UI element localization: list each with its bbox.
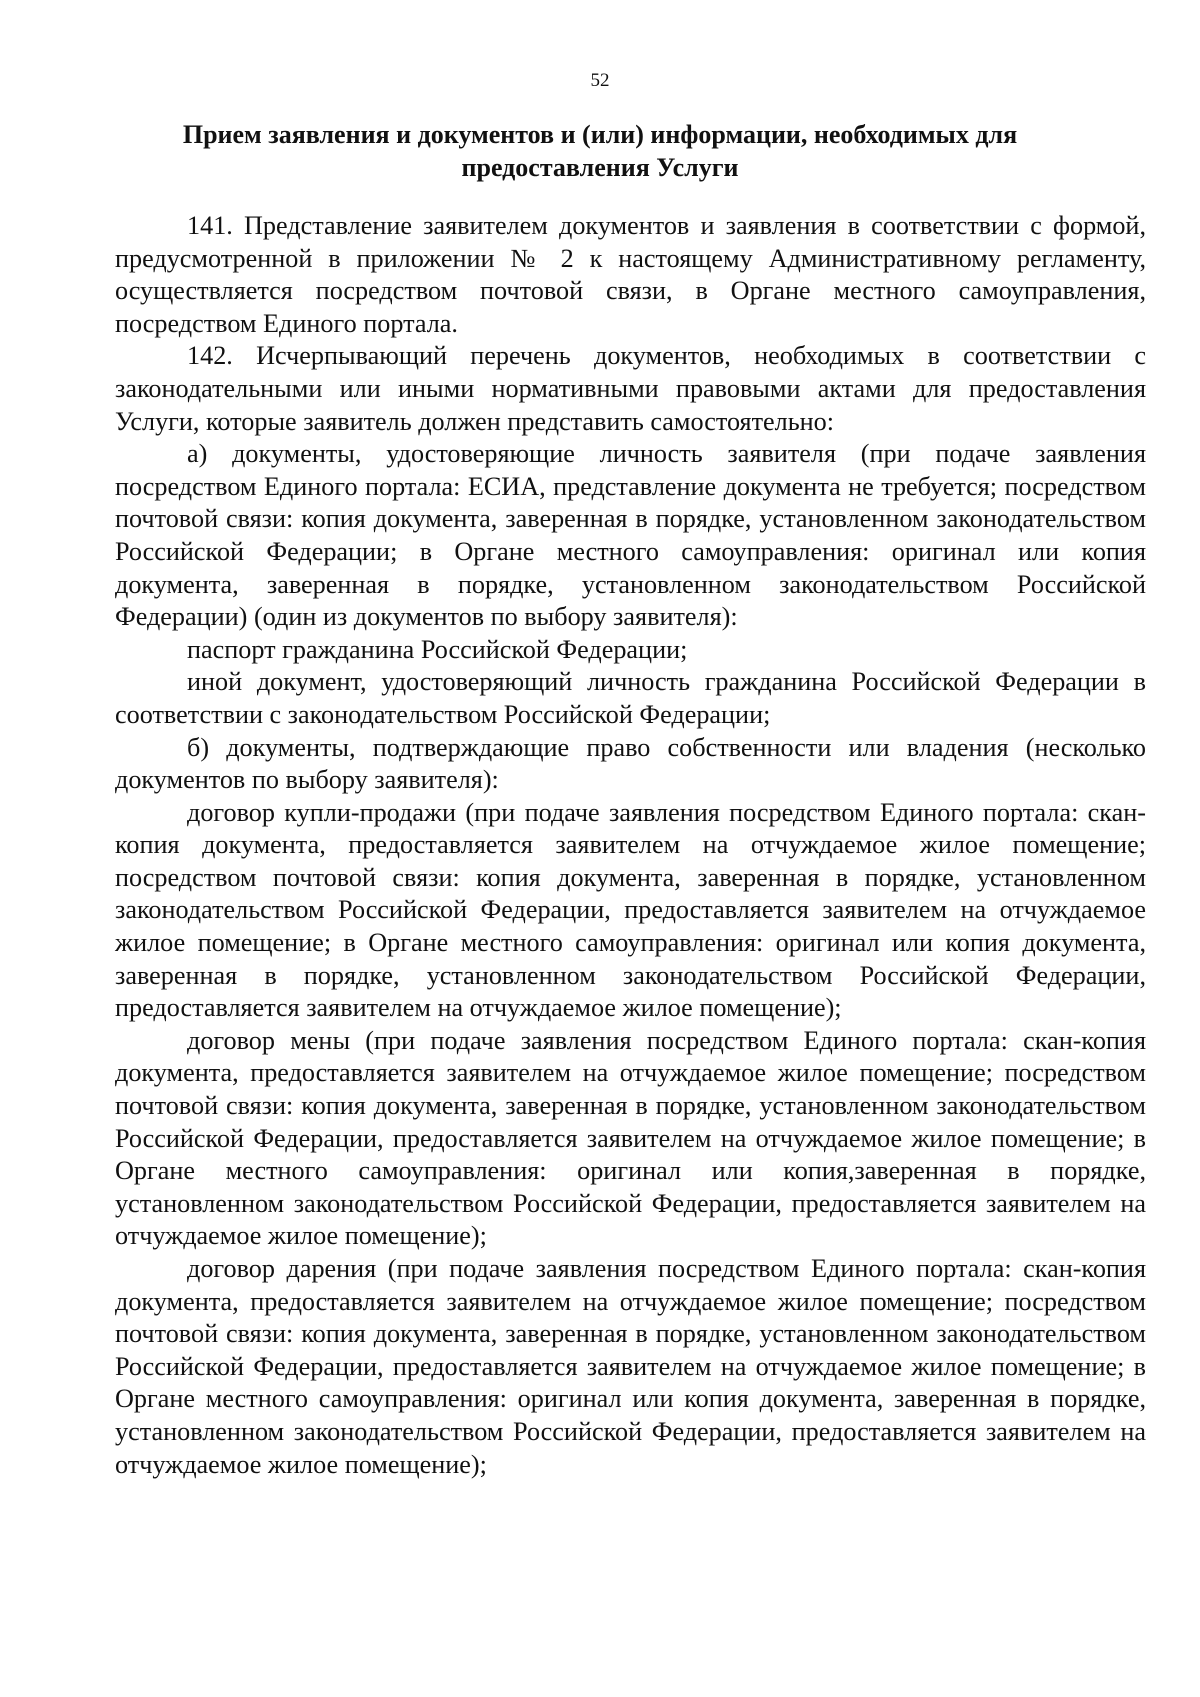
section-heading: Прием заявления и документов и (или) информации, необходимых для предоставления Услуги: [182, 120, 1018, 182]
document-body: [115, 210, 1146, 1481]
paragraph-item-a: а) документы, удостоверяющие личность заявителя (при подаче заявления посредством Единого портала: ЕСИА, представление документа не требуется; посредством почтовой связи: копия документа, заверенная в порядке, установленном законодательством Российской Федерации; в Органе местного самоуправления: оригинал или копия документа, заверенная в порядке, установленном законодательством Российской Федерации) (один из документов по выбору заявителя):: [115, 439, 1146, 632]
paragraph-141: 141. Представление заявителем документов и заявления в соответствии с формой, предусмотренной в приложении № 2 к настоящему Административному регламенту, осуществляется посредством почтовой связи, в Органе местного самоуправления, посредством Единого портала.: [115, 211, 1146, 338]
paragraph-gift-contract: договор дарения (при подаче заявления посредством Единого портала: скан-копия документа, предоставляется заявителем на отчуждаемое жилое помещение; посредством почтовой связи: копия документа, заверенная в порядке, установленном законодательством Российской Федерации, предоставляется заявителем на отчуждаемое жилое помещение; в Органе местного самоуправления: оригинал или копия документа, заверенная в порядке, установленном законодательством Российской Федерации, предоставляется заявителем на отчуждаемое жилое помещение);: [115, 1254, 1146, 1479]
paragraph-exchange-contract: договор мены (при подаче заявления посредством Единого портала: скан-копия документа, предоставляется заявителем на отчуждаемое жилое помещение; посредством почтовой связи: копия документа, заверенная в порядке, установленном законодательством Российской Федерации, предоставляется заявителем на отчуждаемое жилое помещение; в Органе местного самоуправления: оригинал или копия,заверенная в порядке, установленном законодательством Российской Федерации, предоставляется заявителем на отчуждаемое жилое помещение);: [115, 1025, 1146, 1251]
paragraph-sale-contract: договор купли-продажи (при подаче заявления посредством Единого портала: скан-копия документа, предоставляется заявителем на отчуждаемое жилое помещение; посредством почтовой связи: копия документа, заверенная в порядке, установленном законодательством Российской Федерации, предоставляется заявителем на отчуждаемое жилое помещение; в Органе местного самоуправления: оригинал или копия документа, заверенная в порядке, установленном законодательством Российской Федерации, предоставляется заявителем на отчуждаемое жилое помещение);: [115, 797, 1146, 1023]
paragraph-item-b: б) документы, подтверждающие право собственности или владения (несколько документов по выбору заявителя):: [115, 732, 1146, 795]
paragraph-other-id: иной документ, удостоверяющий личность гражданина Российской Федерации в соответствии с законодательством Российской Федерации;: [115, 667, 1146, 729]
paragraph-passport: паспорт гражданина Российской Федерации;: [187, 634, 688, 664]
page-number: 52: [590, 70, 610, 91]
paragraph-142: 142. Исчерпывающий перечень документов, необходимых в соответствии с законодательными или иными нормативными правовыми актами для предоставления Услуги, которые заявитель должен представить самостоятельно:: [115, 341, 1146, 436]
